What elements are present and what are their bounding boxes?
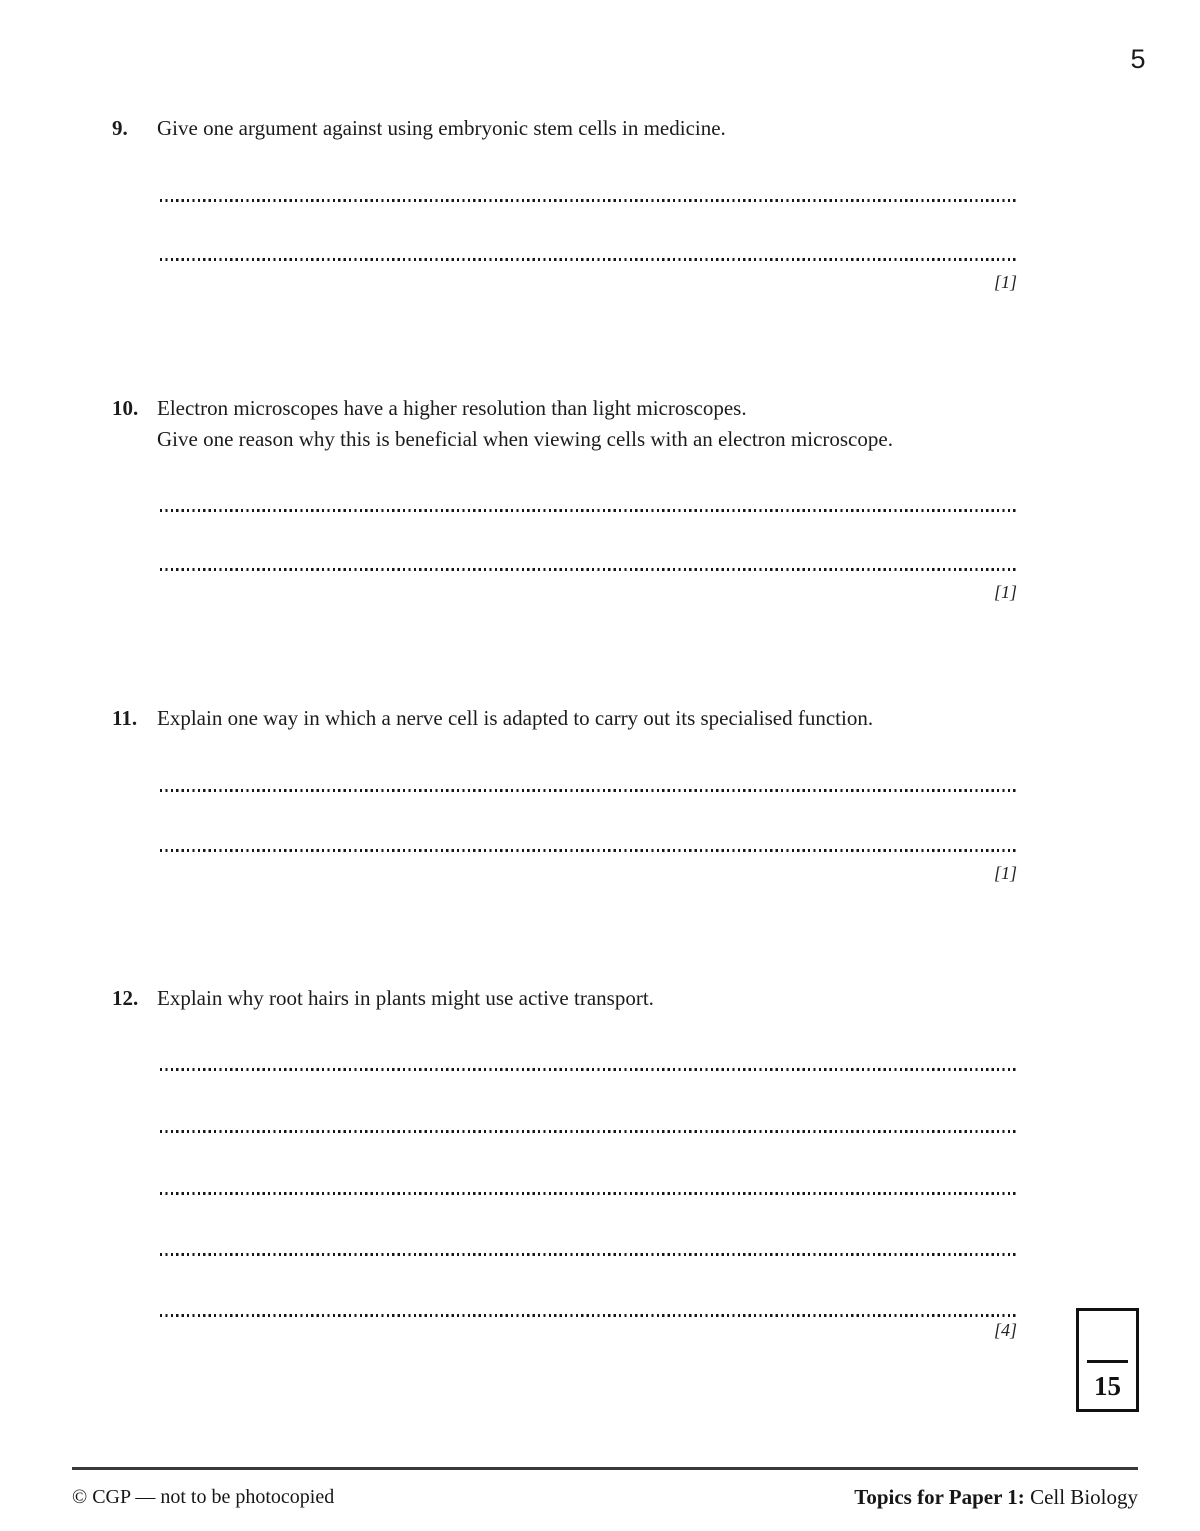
marks-q11: [1]	[993, 863, 1017, 883]
answer-line-q12-1	[160, 1068, 1016, 1071]
marks-q12: [4]	[993, 1320, 1017, 1340]
answer-line-q11-2	[160, 849, 1016, 852]
question-10-line-1: Electron microscopes have a higher resolution than light microscopes.	[157, 396, 747, 420]
marks-q10: [1]	[993, 582, 1017, 602]
answer-line-q12-2	[160, 1130, 1016, 1133]
question-10-line-2: Give one reason why this is beneficial when viewing cells with an electron microscope.	[157, 427, 893, 451]
answer-line-q9-2	[160, 258, 1016, 261]
question-10-number: 10.	[112, 396, 139, 420]
page-number: 5	[1130, 44, 1146, 74]
answer-line-q10-2	[160, 568, 1016, 571]
question-9-number: 9.	[112, 116, 128, 140]
answer-line-q12-5	[160, 1314, 1016, 1317]
answer-line-q12-4	[160, 1253, 1016, 1256]
answer-line-q10-1	[160, 509, 1016, 512]
question-9-text	[157, 113, 1037, 144]
marks-q9: [1]	[993, 272, 1017, 292]
score-box	[1076, 1308, 1139, 1412]
question-11-text	[157, 703, 1037, 734]
answer-line-q9-1	[160, 199, 1016, 202]
footer-topic-value: Cell Biology	[1024, 1485, 1138, 1509]
answer-line-q12-3	[160, 1192, 1016, 1195]
question-12-number: 12.	[112, 986, 139, 1010]
footer-topic	[854, 1485, 1138, 1510]
footer-rule	[72, 1467, 1138, 1470]
question-10-text	[157, 393, 1037, 455]
score-total: 15	[1094, 1371, 1121, 1401]
footer-topic-label: Topics for Paper 1:	[854, 1485, 1025, 1509]
question-11-number: 11.	[112, 706, 138, 730]
question-12-text	[157, 983, 1037, 1014]
answer-line-q11-1	[160, 789, 1016, 792]
footer-copyright: © CGP — not to be photocopied	[72, 1486, 335, 1508]
score-divider-line	[1087, 1360, 1128, 1363]
question-12-line-1: Explain why root hairs in plants might use active transport.	[157, 986, 654, 1010]
question-9-line-1: Give one argument against using embryonic stem cells in medicine.	[157, 116, 726, 140]
question-11-line-1: Explain one way in which a nerve cell is adapted to carry out its specialised function.	[157, 706, 874, 730]
